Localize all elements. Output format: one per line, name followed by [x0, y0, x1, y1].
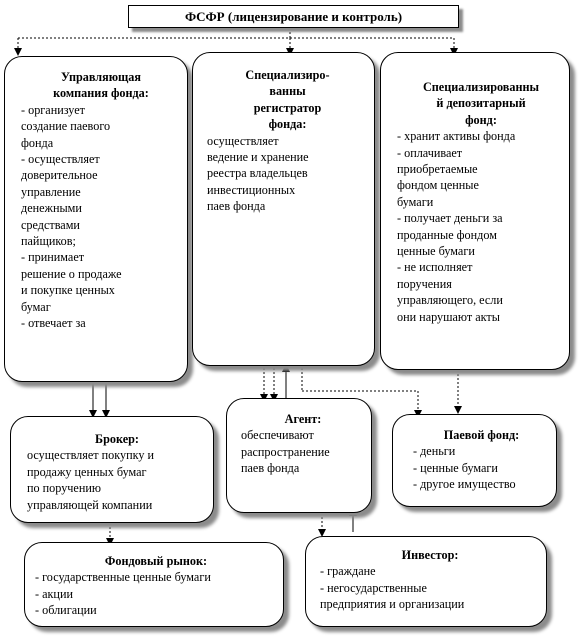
uk-line: фонда [21, 135, 54, 150]
uk-line: - организует [21, 102, 85, 117]
depository-line: проданные фондом [397, 227, 497, 242]
market-title: Фондовый рынок: [104, 554, 208, 568]
fund-line: - другое имущество [413, 477, 516, 492]
uk-line: доверительное [21, 168, 98, 183]
registrar-title-2: ванны [269, 84, 306, 99]
registrar-title-1: Специализиро- [245, 68, 330, 82]
fsfr-box [128, 5, 459, 28]
fund-line: - деньги [413, 444, 456, 459]
investor-line: - негосударственные [320, 580, 427, 595]
depository-line: - хранит активы фонда [397, 129, 516, 144]
depository-line: управляющего, если [397, 293, 503, 308]
stock-market-box [24, 542, 284, 627]
uk-line: - осуществляет [21, 152, 100, 167]
uk-title-1: Управляющая [61, 70, 141, 84]
depository-line: - не исполняет [397, 260, 473, 275]
broker-line: продажу ценных бумаг [27, 464, 147, 479]
depository-line: ценные бумаги [397, 244, 475, 259]
broker-line: управляющей компании [27, 497, 153, 512]
uk-line: средствами [21, 217, 80, 232]
registrar-line: осуществляет [207, 133, 279, 148]
broker-line: по поручению [27, 481, 101, 496]
depository-box [380, 52, 570, 370]
depository-line: приобретаемые [397, 162, 478, 177]
investor-box [305, 536, 547, 627]
management-company-box [4, 56, 188, 382]
fsfr-title: ФСФР (лицензирование и контроль) [184, 9, 403, 24]
depository-title-1: Специализированны [422, 80, 540, 94]
agent-title: Агент: [284, 412, 322, 426]
fund-title: Паевой фонд: [443, 428, 520, 442]
depository-line: бумаги [397, 194, 434, 209]
uk-line: управление [21, 184, 81, 199]
agent-line: обеспечивают [241, 428, 314, 443]
agent-box [226, 398, 372, 513]
registrar-line: реестра владельцев [207, 166, 308, 181]
mutual-fund-box [392, 414, 557, 507]
fund-line: - ценные бумаги [413, 460, 498, 475]
agent-line: паев фонда [241, 461, 300, 476]
uk-line: создание паевого [21, 119, 111, 134]
market-line: - облигации [35, 603, 97, 618]
depository-line: - получает деньги за [397, 211, 503, 226]
investor-line: предприятия и организации [320, 597, 465, 612]
broker-line: осуществляет покупку и [27, 448, 155, 463]
broker-title: Брокер: [95, 432, 139, 446]
uk-title-2: компания фонда: [53, 86, 149, 101]
uk-line: - отвечает за [21, 316, 86, 331]
registrar-line: инвестиционных [207, 182, 296, 197]
uk-line: денежными [21, 201, 82, 216]
uk-line: пайщиков; [21, 234, 76, 249]
registrar-box [192, 52, 375, 366]
broker-box [10, 416, 214, 523]
registrar-line: ведение и хранение [207, 150, 309, 165]
depository-line: они нарушают акты [397, 309, 500, 324]
depository-line: фондом ценные [397, 178, 479, 193]
uk-line: и покупке ценных [21, 283, 115, 298]
registrar-title-4: фонда: [268, 117, 307, 132]
investor-title: Инвестор: [401, 548, 459, 562]
uk-line: бумаг [21, 299, 51, 314]
market-line: - государственные ценные бумаги [35, 570, 211, 585]
depository-title-3: фонд: [465, 112, 497, 127]
market-line: - акции [35, 586, 74, 601]
registrar-line: паев фонда [207, 199, 266, 214]
uk-line: - принимает [21, 250, 85, 265]
uk-line: решение о продаже [21, 266, 122, 281]
depository-title-2: й депозитарный [436, 96, 526, 111]
registrar-title-3: регистратор [253, 100, 322, 115]
agent-line: распространение [241, 444, 330, 459]
investor-line: - граждане [320, 564, 376, 579]
depository-line: поручения [397, 276, 452, 291]
depository-line: - оплачивает [397, 145, 463, 160]
